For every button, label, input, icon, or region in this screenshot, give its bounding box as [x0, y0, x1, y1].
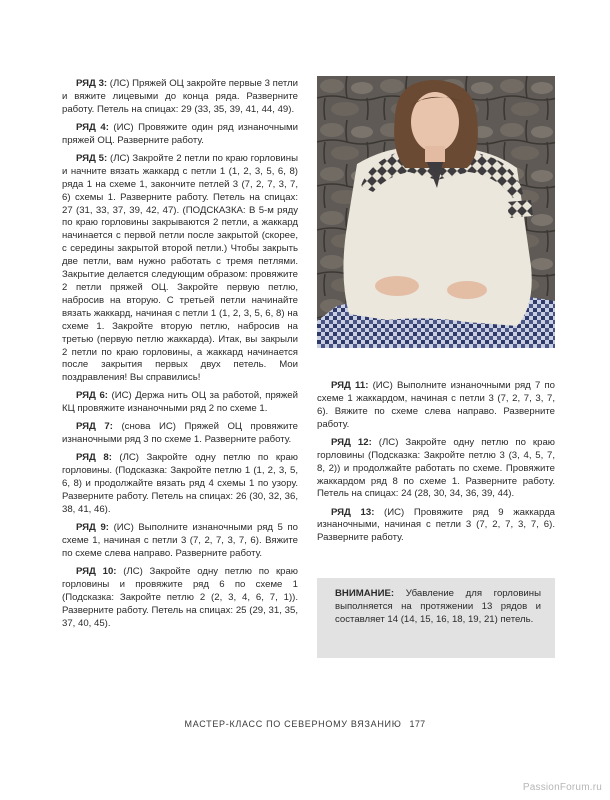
row-5-label: РЯД 5: [76, 152, 108, 164]
sweater-model-illustration [317, 76, 555, 348]
right-text-column [317, 380, 555, 550]
row-12-paragraph [317, 437, 555, 502]
page-number: 177 [409, 719, 426, 729]
row-4-paragraph [62, 122, 298, 148]
row-4-label: РЯД 4: [76, 121, 109, 133]
model-photo [317, 76, 555, 348]
watermark-text: PassionForum.ru [522, 782, 602, 793]
row-8-label: РЯД 8: [76, 452, 112, 464]
row-4-text: (ИС) Провяжите один ряд изнаночными пряжей ОЦ. Разверните работу. [62, 121, 298, 146]
row-10-paragraph [62, 566, 298, 631]
row-3-paragraph [62, 78, 298, 117]
row-3-text: (ЛС) Пряжей ОЦ закройте первые 3 петли и вяжите лицевыми до конца ряда. Разверните работу. Петель на спицах: 29 (33, 35, 39, 41, 44, 49). [62, 78, 298, 115]
row-8-text: (ЛС) Закройте одну петлю по краю горловины. (Подсказка: Закройте петлю 1 (1, 2, 3, 5, 6, 8) и продолжайте вязать ряд 4 схемы 1 по узору. Разверните работу. Петель на спицах: 26 (30, 32, 36, 38, 41, 46). [62, 452, 298, 516]
left-text-column [62, 78, 298, 636]
attention-text: Убавление для горловины выполняется на протяжении 13 рядов и составляет 14 (14, 15, 16, 18, 19, 21) петель. [335, 588, 541, 626]
row-5-paragraph [62, 153, 298, 385]
attention-label: ВНИМАНИЕ: [335, 588, 395, 599]
row-13-paragraph [317, 507, 555, 546]
row-6-text: (ИС) Держа нить ОЦ за работой, пряжей КЦ провяжите изнаночными ряд 2 по схеме 1. [62, 390, 298, 415]
row-13-text: (ИС) Провяжите ряд 9 жаккарда изнаночными, начиная с петли 3 (7, 2, 7, 3, 7, 6). Разверните работу. [317, 506, 555, 544]
row-7-paragraph [62, 421, 298, 447]
attention-callout [317, 578, 555, 658]
row-6-paragraph [62, 390, 298, 416]
row-5-text: (ЛС) Закройте 2 петли по краю горловины и начните вязать жаккард с петли 1 (1, 2, 3, 5, 6, 8) ряда 1 на схеме 1, закончите петлей 3 (7, 2, 7, 3, 7, 6) схемы 1. Разверните работу. Петель на спицах: 27 (31, 33, 37, 39, 42, 47). (ПОДСКАЗКА: В 5-м ряду по краю горловины закрываются 2 петли, а жаккард начинается с первой петли после закрытой (скорее, с середины закрытой второй петли.) Чтобы закрыть две петли, вам нужно работать с тремя петлями. Закрытие делается следующим образом: провяжите 2 петли пряжей ОЦ. Закройте первую петлю, набросив на вторую. С третьей петли начинайте вязать жаккард, начиная с петли 1 (1, 2, 3, 5, 6, 8) на схеме 1. Закройте вторую петлю, набросив на третью (первую петлю жаккарда). Итак, вы закрыли 2 петли по краю горловины, а жаккард начинается после закрытия первых двух петель. Мои поздравления! Вы справились! [62, 152, 298, 384]
row-6-label: РЯД 6: [76, 390, 108, 402]
row-12-label: РЯД 12: [331, 436, 372, 448]
row-11-label: РЯД 11: [331, 380, 369, 391]
row-7-text: (снова ИС) Пряжей ОЦ провяжите изнаночными ряд 3 по схеме 1. Разверните работу. [62, 421, 298, 446]
row-11-text: (ИС) Выполните изнаночными ряд 7 по схеме 1 жаккардом, начиная с петли 3 (7, 2, 7, 3, 7, 6). Вяжите по схеме слева направо. Разверните работу. [317, 380, 555, 430]
row-9-paragraph [62, 522, 298, 561]
page-footer [0, 719, 610, 729]
row-7-label: РЯД 7: [76, 421, 113, 433]
footer-title: МАСТЕР-КЛАСС ПО СЕВЕРНОМУ ВЯЗАНИЮ [184, 719, 402, 729]
row-9-text: (ИС) Выполните изнаночными ряд 5 по схеме 1, начиная с петли 3 (7, 2, 7, 3, 7, 6). Вяжите по схеме слева направо. Разверните работу. [62, 522, 298, 559]
row-10-text: (ЛС) Закройте одну петлю по краю горловины и провяжите ряд 6 по схеме 1 (Подсказка: Закройте петлю 2 (2, 3, 4, 6, 7, 1)). Разверните работу. Петель на спицах: 25 (29, 31, 35, 37, 40, 45). [62, 566, 299, 629]
row-3-label: РЯД 3: [76, 78, 108, 89]
row-13-label: РЯД 13: [331, 506, 375, 518]
row-8-paragraph [62, 452, 298, 517]
row-11-paragraph [317, 380, 555, 432]
row-10-label: РЯД 10: [76, 566, 117, 578]
row-12-text: (ЛС) Закройте одну петлю по краю горловины (Подсказка: Закройте петлю 3 (3, 4, 5, 7, 8, 2)) и продолжайте работать по схеме. Провяжите жаккардом ряд 8 по схеме 1. Разверните работу. Петель на спицах: 24 (28, 30, 34, 36, 39, 44). [317, 436, 556, 500]
row-9-label: РЯД 9: [76, 522, 109, 534]
